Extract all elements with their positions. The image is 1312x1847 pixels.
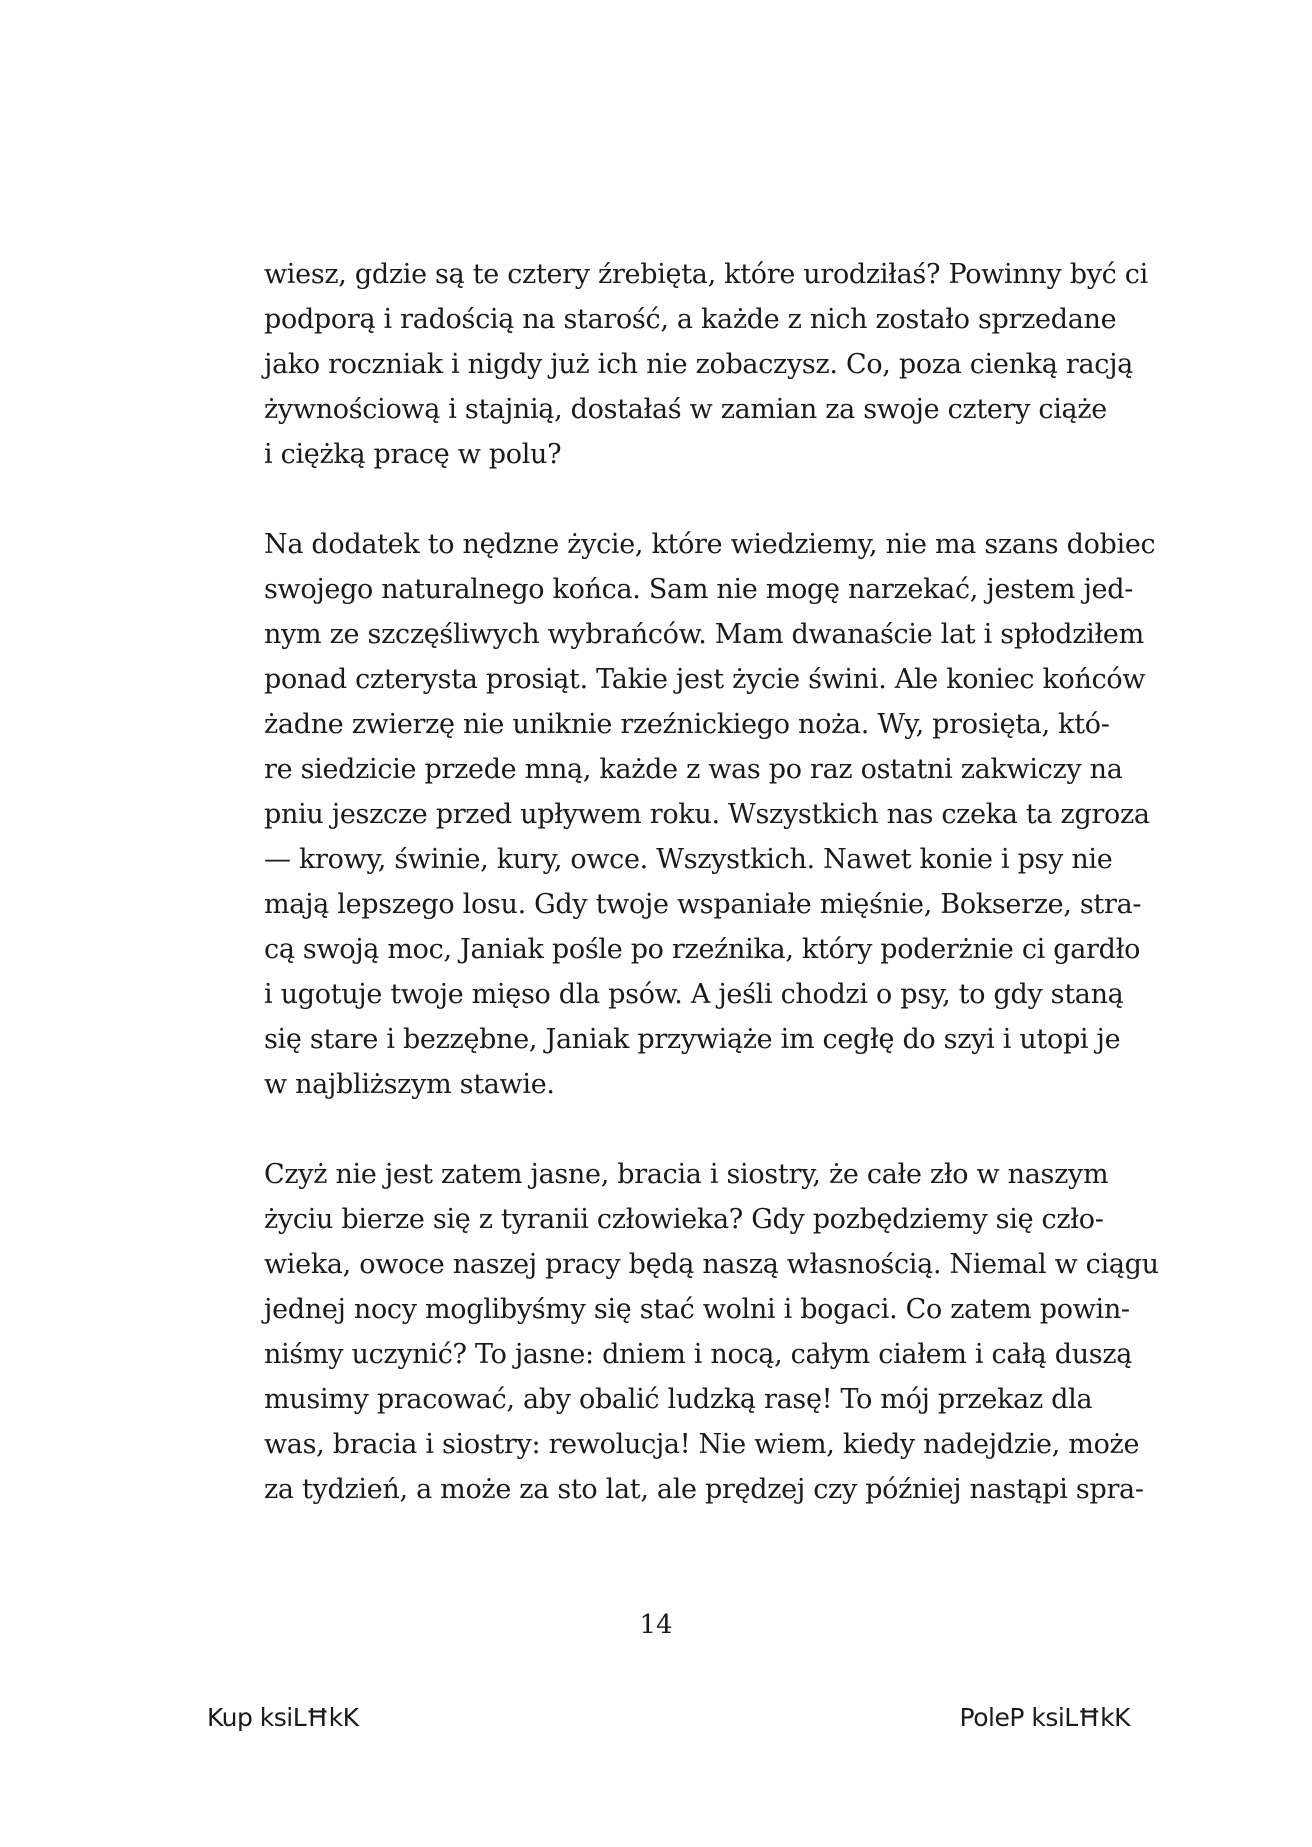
text-line: w najbliższym stawie. bbox=[264, 1069, 555, 1100]
text-line: wiesz, gdzie są te cztery źrebięta, które urodziłaś? Powinny być ci bbox=[264, 259, 1148, 290]
paragraph-3 bbox=[264, 1152, 1159, 1512]
text-line: — krowy, świnie, kury, owce. Wszystkich. Nawet konie i psy nie bbox=[264, 844, 1113, 875]
text-line: się stare i bezzębne, Janiak przywiąże im cegłę do szyi i utopi je bbox=[264, 1024, 1121, 1055]
text-line: was, bracia i siostry: rewolucja! Nie wiem, kiedy nadejdzie, może bbox=[264, 1429, 1140, 1460]
text-line: i ciężką pracę w polu? bbox=[264, 439, 562, 470]
text-line: cą swoją moc, Janiak pośle po rzeźnika, który poderżnie ci gardło bbox=[264, 934, 1141, 965]
text-line: Na dodatek to nędzne życie, które wiedziemy, nie ma szans dobiec bbox=[264, 529, 1156, 560]
text-line: jednej nocy moglibyśmy się stać wolni i bogaci. Co zatem powin- bbox=[264, 1294, 1130, 1325]
text-line: za tydzień, a może za sto lat, ale prędzej czy później nastąpi spra- bbox=[264, 1474, 1144, 1505]
buy-book-link[interactable]: Kup ksiLĦkK bbox=[207, 1703, 359, 1732]
text-line: ponad czterysta prosiąt. Takie jest życie świni. Ale koniec końców bbox=[264, 664, 1146, 695]
text-line: Czyż nie jest zatem jasne, bracia i siostry, że całe zło w naszym bbox=[264, 1159, 1109, 1190]
page-number: 14 bbox=[639, 1610, 673, 1640]
text-line: żadne zwierzę nie uniknie rzeźnickiego noża. Wy, prosięta, któ- bbox=[264, 709, 1110, 740]
paragraph-2 bbox=[264, 522, 1156, 1107]
text-line: życiu bierze się z tyranii człowieka? Gdy pozbędziemy się czło- bbox=[264, 1204, 1104, 1235]
text-line: żywnościową i stajnią, dostałaś w zamian za swoje cztery ciąże bbox=[264, 394, 1107, 425]
text-line: i ugotuje twoje mięso dla psów. A jeśli chodzi o psy, to gdy staną bbox=[264, 979, 1124, 1010]
page-body bbox=[264, 252, 1159, 1512]
text-line: mają lepszego losu. Gdy twoje wspaniałe mięśnie, Bokserze, stra- bbox=[264, 889, 1142, 920]
text-line: musimy pracować, aby obalić ludzką rasę! To mój przekaz dla bbox=[264, 1384, 1093, 1415]
recommend-book-link[interactable]: PoleP ksiLĦkK bbox=[959, 1703, 1130, 1732]
text-line: swojego naturalnego końca. Sam nie mogę narzekać, jestem jed- bbox=[264, 574, 1134, 605]
text-line: niśmy uczynić? To jasne: dniem i nocą, całym ciałem i całą duszą bbox=[264, 1339, 1133, 1370]
text-line: pniu jeszcze przed upływem roku. Wszystkich nas czeka ta zgroza bbox=[264, 799, 1150, 830]
text-line: wieka, owoce naszej pracy będą naszą własnością. Niemal w ciągu bbox=[264, 1249, 1159, 1280]
text-line: re siedzicie przede mną, każde z was po raz ostatni zakwiczy na bbox=[264, 754, 1123, 785]
text-line: nym ze szczęśliwych wybrańców. Mam dwanaście lat i spłodziłem bbox=[264, 619, 1144, 650]
text-line: jako roczniak i nigdy już ich nie zobaczysz. Co, poza cienką racją bbox=[264, 349, 1133, 380]
paragraph-1 bbox=[264, 252, 1148, 477]
text-line: podporą i radością na starość, a każde z nich zostało sprzedane bbox=[264, 304, 1117, 335]
